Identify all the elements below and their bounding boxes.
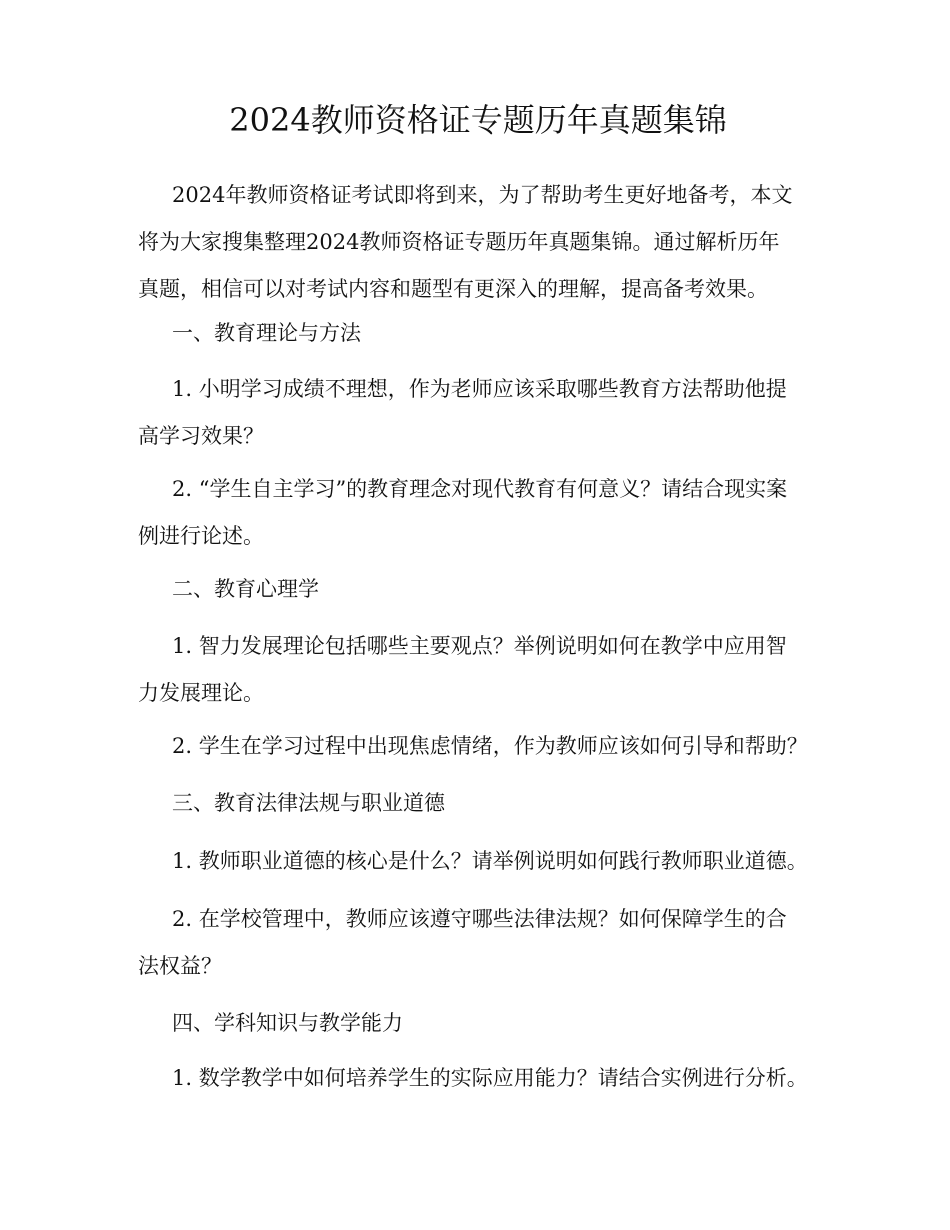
section-heading-3: 三、教育法律法规与职业道德	[172, 791, 445, 815]
document-title: 2024教师资格证专题历年真题集锦	[229, 101, 727, 139]
question-3-1	[138, 838, 818, 885]
question-line: 例进行论述。	[138, 524, 264, 548]
intro-paragraph	[138, 172, 818, 313]
question-line: 2. “学生自主学习”的教育理念对现代教育有何意义？请结合现实案	[172, 477, 788, 501]
question-2-2	[138, 723, 818, 770]
question-line: 2. 在学校管理中，教师应该遵守哪些法律法规？如何保障学生的合	[172, 907, 787, 931]
intro-line-2: 将为大家搜集整理2024教师资格证专题历年真题集锦。通过解析历年	[138, 230, 780, 254]
question-line: 1. 智力发展理论包括哪些主要观点？举例说明如何在教学中应用智	[172, 634, 787, 658]
question-4-1	[138, 1055, 818, 1102]
question-line: 高学习效果？	[138, 424, 264, 448]
question-line: 1. 教师职业道德的核心是什么？请举例说明如何践行教师职业道德。	[172, 849, 808, 873]
question-line: 1. 小明学习成绩不理想，作为老师应该采取哪些教育方法帮助他提	[172, 377, 787, 401]
question-line: 1. 数学教学中如何培养学生的实际应用能力？请结合实例进行分析。	[172, 1066, 808, 1090]
question-line: 2. 学生在学习过程中出现焦虑情绪，作为教师应该如何引导和帮助？	[172, 734, 808, 758]
question-line: 力发展理论。	[138, 681, 264, 705]
question-line: 法权益？	[138, 954, 222, 978]
section-heading-1: 一、教育理论与方法	[172, 321, 361, 345]
section-heading-2: 二、教育心理学	[172, 577, 319, 601]
intro-line-3: 真题，相信可以对考试内容和题型有更深入的理解，提高备考效果。	[138, 277, 768, 301]
question-1-2	[138, 466, 818, 560]
question-2-1	[138, 623, 818, 717]
intro-line-1: 2024年教师资格证考试即将到来，为了帮助考生更好地备考，本文	[172, 183, 793, 207]
question-1-1	[138, 366, 818, 460]
section-heading-4: 四、学科知识与教学能力	[172, 1011, 403, 1035]
question-3-2	[138, 896, 818, 990]
